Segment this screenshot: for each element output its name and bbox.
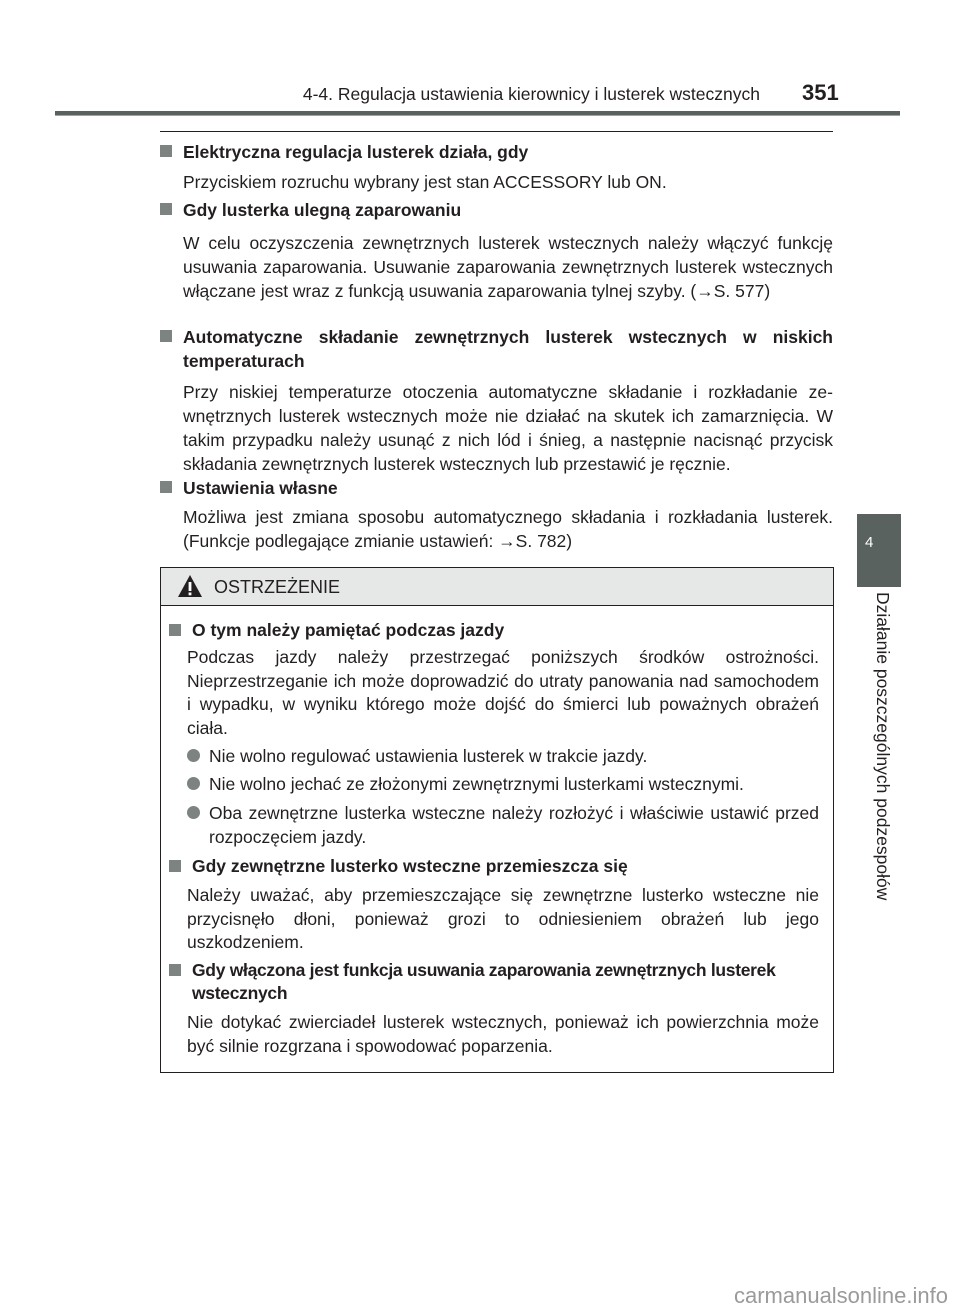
square-bullet-icon <box>169 860 181 872</box>
warning-bullet <box>187 772 819 796</box>
chapter-title: 4-4. Regulacja ustawienia kierownicy i lusterek wstecznych <box>302 84 760 104</box>
warning-heading <box>169 855 832 878</box>
section-heading <box>160 326 833 373</box>
bullet-text: Nie wolno regulować ustawienia lusterek w trakcie jazdy. <box>209 746 648 766</box>
square-bullet-icon <box>169 624 181 636</box>
bullet-text: Oba zewnętrzne lusterka wsteczne należy rozłożyć i właściwie ustawić przed rozpoczęciem jazdy. <box>209 803 819 847</box>
circle-bullet-icon <box>187 806 200 819</box>
bullet-text: Nie wolno jechać ze złożonymi zewnętrznymi lusterkami wstecznymi. <box>209 774 744 794</box>
warning-heading <box>169 619 832 642</box>
warning-text: Podczas jazdy należy przestrzegać poniższych środków ostrożności. Nieprzestrzeganie ich może doprowadzić do utraty panowania nad samochodem i wypadku, w wyniku którego może dojść do śmierci lub poważnych obrażeń ciała. <box>187 647 819 738</box>
heading-text: Gdy lusterka ulegną zaparowaniu <box>183 200 462 220</box>
warning-text: Należy uważać, aby przemieszczające się zewnętrzne lusterko wsteczne nie przycisnęło dłoni, ponieważ grozi to odniesieniem obrażeń lub jego uszkodzeniem. <box>187 885 819 952</box>
chapter-tab-number: 4 <box>865 534 874 551</box>
section-rule <box>160 131 833 132</box>
heading-text: Gdy zewnętrzne lusterko wsteczne przemieszcza się <box>192 856 628 876</box>
square-bullet-icon <box>160 330 172 342</box>
header-rule <box>55 111 900 116</box>
section-heading <box>160 477 833 501</box>
chapter-tab <box>857 514 901 587</box>
warning-header <box>161 568 833 606</box>
section-text: Przyciskiem rozruchu wybrany jest stan ACCESSORY lub ON. <box>183 172 667 192</box>
section-heading <box>160 141 833 165</box>
section-heading <box>160 199 833 223</box>
heading-text: Elektryczna regulacja lusterek działa, gdy <box>183 142 529 162</box>
heading-text: Gdy włączona jest funkcja usuwania zaparowania zewnętrznych lusterek wstecznych <box>192 960 776 1003</box>
watermark: carmanualsonline.info <box>733 1283 948 1308</box>
warning-heading <box>169 959 832 1005</box>
warning-triangle-icon <box>177 574 203 598</box>
heading-text: Ustawienia własne <box>183 478 338 498</box>
square-bullet-icon <box>160 481 172 493</box>
square-bullet-icon <box>160 145 172 157</box>
warning-title: OSTRZEŻENIE <box>214 577 341 597</box>
warning-bullet <box>187 744 819 768</box>
section-text: Możliwa jest zmiana sposobu automatycznego składania i rozkładania lusterek. (Funkcje podlegające zmianie ustawień: →S. 782) <box>183 507 833 551</box>
chapter-side-label: Działanie poszczególnych podzespołów <box>873 592 893 901</box>
warning-text: Nie dotykać zwierciadeł lusterek wstecznych, ponieważ ich powierzchnia może być silnie rozgrzana i spowodować poparzenia. <box>187 1012 819 1056</box>
square-bullet-icon <box>169 964 181 976</box>
circle-bullet-icon <box>187 777 200 790</box>
section-text: W celu oczyszczenia zewnętrznych lusterek wstecznych należy włączyć funkcję usuwania zaparowania. Usuwanie zaparowania zewnętrznych lusterek wstecznych włączane jest wraz z funkcją usuwania zaparowania tylnej szyby. (→S. 577) <box>183 233 833 301</box>
circle-bullet-icon <box>187 749 200 762</box>
heading-text: O tym należy pamiętać podczas jazdy <box>192 620 505 640</box>
page-number: 351 <box>802 80 839 105</box>
square-bullet-icon <box>160 203 172 215</box>
warning-bullet <box>187 801 819 849</box>
section-text: Przy niskiej temperaturze otoczenia automatyczne składanie i rozkładanie zewnętrznych lusterek wstecznych może nie działać na skutek ich zamarznięcia. W takim przypadku należy usunąć z nich lód i śnieg, a następnie nacisnąć przycisk składania zewnętrznych lusterek wstecznych lub przestawić je ręcznie. <box>183 382 833 474</box>
warning-box <box>160 567 834 1073</box>
heading-text: Automatyczne składanie zewnętrznych lusterek wstecznych w niskich temperaturach <box>183 327 833 371</box>
